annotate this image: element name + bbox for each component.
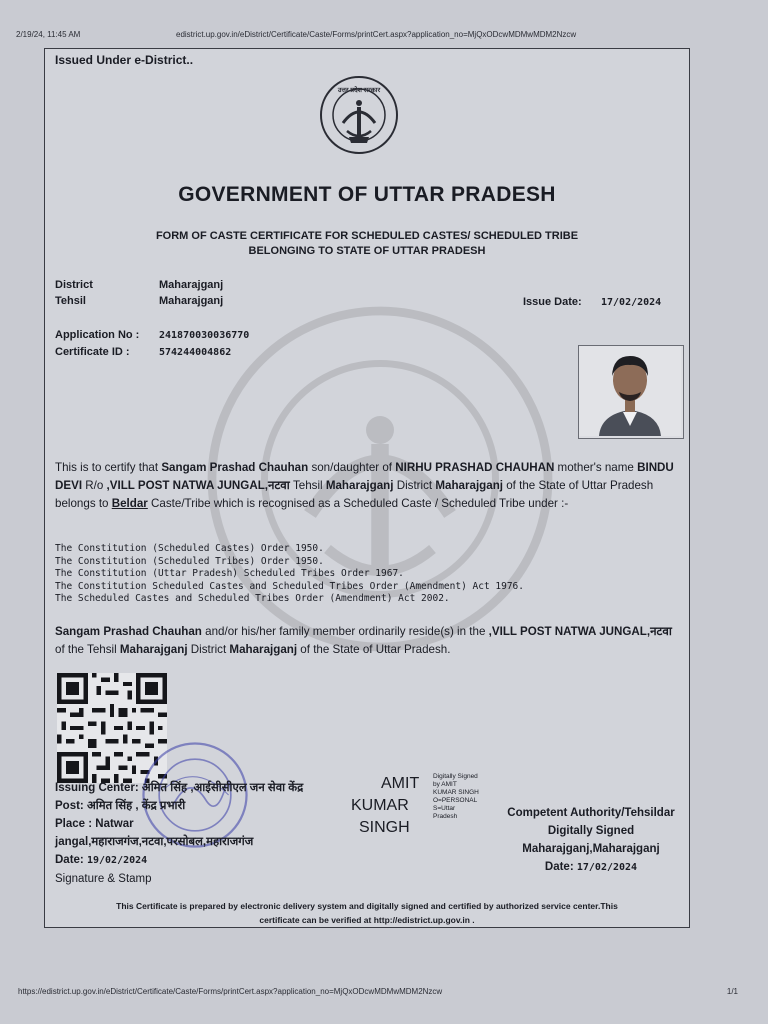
order-item: The Constitution (Scheduled Castes) Order 1950. bbox=[55, 543, 324, 554]
para-district: Maharajganj bbox=[435, 479, 504, 492]
signer-name-line3: SINGH bbox=[359, 819, 410, 836]
tehsil-label: Tehsil bbox=[55, 295, 86, 307]
person-photo-icon bbox=[579, 346, 681, 436]
form-title-line2: BELONGING TO STATE OF UTTAR PRADESH bbox=[248, 245, 486, 257]
signer-name-line1: AMIT bbox=[381, 775, 420, 792]
signature-detail-line: S=Uttar bbox=[433, 805, 456, 812]
order-item: The Constitution (Uttar Pradesh) Scheduled Tribes Order 1967. bbox=[55, 568, 404, 579]
place-value: jangal,महाराजगंज,नटवा,परसोबल,महाराजगंज bbox=[55, 836, 254, 848]
residence-address: ,VILL POST NATWA JUNGAL,नटवा bbox=[106, 479, 290, 492]
print-timestamp: 2/19/24, 11:45 AM bbox=[16, 30, 81, 39]
page-number: 1/1 bbox=[726, 987, 738, 996]
government-title: GOVERNMENT OF UTTAR PRADESH bbox=[178, 183, 556, 206]
verification-note-line2: certificate can be verified at http://edistrict.up.gov.in . bbox=[259, 915, 475, 925]
signature-detail-line: KUMAR SINGH bbox=[433, 789, 479, 796]
print-url: edistrict.up.gov.in/eDistrict/Certificate/Caste/Forms/printCert.aspx?application_no=MjQxODcwMDMwMDM2Nzcw bbox=[176, 30, 577, 39]
digital-signature-details bbox=[433, 773, 493, 821]
para-text-6: District bbox=[393, 479, 436, 492]
issuing-center-value: अमित सिंह ,आईसीसीएल जन सेवा केंद्र bbox=[138, 782, 304, 794]
issued-under-label: Issued Under e-District.. bbox=[55, 53, 194, 67]
signature-detail-line: O=PERSONAL bbox=[433, 797, 478, 804]
competent-authority-block bbox=[493, 804, 689, 877]
applicant-photo bbox=[578, 345, 684, 439]
para-tehsil: Maharajganj bbox=[325, 479, 394, 492]
mother-name: BINDU DEVI bbox=[55, 461, 674, 492]
issuing-center-label: Issuing Center: bbox=[55, 782, 139, 794]
reside-tehsil: Maharajganj bbox=[119, 643, 188, 656]
print-footer bbox=[18, 987, 738, 996]
issuing-center-block bbox=[55, 779, 303, 888]
emblem-text: उत्तर प्रदेश सरकार bbox=[337, 87, 381, 94]
signature-detail-line: Pradesh bbox=[433, 813, 458, 820]
reside-text-1: and/or his/her family member ordinarily reside(s) in the bbox=[201, 625, 489, 638]
post-value: अमित सिंह , केंद्र प्रभारी bbox=[83, 800, 186, 812]
signature-stamp-label: Signature & Stamp bbox=[55, 873, 152, 885]
application-label: Application No : bbox=[55, 329, 140, 341]
verification-note bbox=[75, 899, 659, 927]
authority-date-value: 17/02/2024 bbox=[576, 862, 638, 873]
para-text-1: This is to certify that bbox=[55, 461, 162, 474]
verification-note-line1: This Certificate is prepared by electronic delivery system and digitally signed and certified by authorized service center.This bbox=[116, 901, 618, 911]
application-value: 241870030036770 bbox=[159, 330, 250, 341]
para-text-4: R/o bbox=[82, 479, 107, 492]
signature-detail-line: by AMIT bbox=[433, 781, 457, 788]
issue-date-value: 17/02/2024 bbox=[601, 297, 662, 308]
certificate-id-label: Certificate ID : bbox=[55, 346, 130, 358]
certification-paragraph bbox=[55, 459, 677, 513]
order-item: The Constitution Scheduled Castes and Scheduled Tribes Order (Amendment) Act 1976. bbox=[55, 580, 524, 592]
para-text-8: Caste/Tribe which is recognised as a Scheduled Caste / Scheduled Tribe under :- bbox=[147, 497, 569, 510]
reside-address: ,VILL POST NATWA JUNGAL,नटवा bbox=[488, 625, 672, 638]
caste-certificate bbox=[44, 48, 690, 928]
para-text-2: son/daughter of bbox=[308, 461, 396, 474]
print-header bbox=[16, 30, 748, 44]
place-label: Place : Natwar bbox=[55, 818, 134, 830]
authority-line3: Maharajganj,Maharajganj bbox=[522, 843, 660, 855]
para-text-3: mother's name bbox=[554, 461, 638, 474]
print-footer-url: https://edistrict.up.gov.in/eDistrict/Certificate/Caste/Forms/printCert.aspx?application_no=MjQxODcwMDMwMDM2Nzcw bbox=[18, 987, 443, 996]
authority-date-label: Date: bbox=[544, 861, 574, 873]
applicant-name: Sangam Prashad Chauhan bbox=[161, 461, 309, 474]
authority-line2: Digitally Signed bbox=[547, 825, 635, 837]
signature-detail-line: Digitally Signed bbox=[433, 773, 478, 780]
district-label: District bbox=[55, 279, 93, 291]
issuing-date-label: Date: bbox=[55, 854, 84, 866]
constitution-orders-list bbox=[55, 543, 524, 606]
order-item: The Scheduled Castes and Scheduled Tribes Order (Amendment) Act 2002. bbox=[55, 593, 450, 604]
reside-text-4: of the State of Uttar Pradesh. bbox=[297, 643, 451, 656]
district-value: Maharajganj bbox=[159, 279, 224, 291]
digital-signer-name bbox=[351, 773, 419, 839]
tehsil-value: Maharajganj bbox=[159, 295, 224, 307]
issue-date-label: Issue Date: bbox=[523, 296, 582, 308]
authority-line1: Competent Authority/Tehsildar bbox=[507, 807, 675, 819]
certificate-id-value: 574244004862 bbox=[159, 347, 232, 358]
form-title-line1: FORM OF CASTE CERTIFICATE FOR SCHEDULED CASTES/ SCHEDULED TRIBE bbox=[155, 230, 579, 242]
para-text-7: of the State of Uttar Pradesh belongs to bbox=[55, 479, 654, 510]
reside-district: Maharajganj bbox=[229, 643, 298, 656]
reside-text-3: District bbox=[187, 643, 230, 656]
post-label: Post: bbox=[55, 800, 84, 812]
reside-name: Sangam Prashad Chauhan bbox=[55, 625, 202, 638]
father-name: NIRHU PRASHAD CHAUHAN bbox=[395, 461, 555, 474]
signer-name-line2: KUMAR bbox=[351, 797, 409, 814]
order-item: The Constitution (Scheduled Tribes) Order 1950. bbox=[55, 555, 324, 567]
reside-text-2: of the Tehsil bbox=[55, 643, 120, 656]
caste-name: Beldar bbox=[111, 497, 148, 510]
para-text-5: Tehsil bbox=[289, 479, 326, 492]
residence-paragraph bbox=[55, 623, 679, 659]
form-title bbox=[75, 229, 659, 259]
issuing-date-value: 19/02/2024 bbox=[86, 855, 148, 866]
